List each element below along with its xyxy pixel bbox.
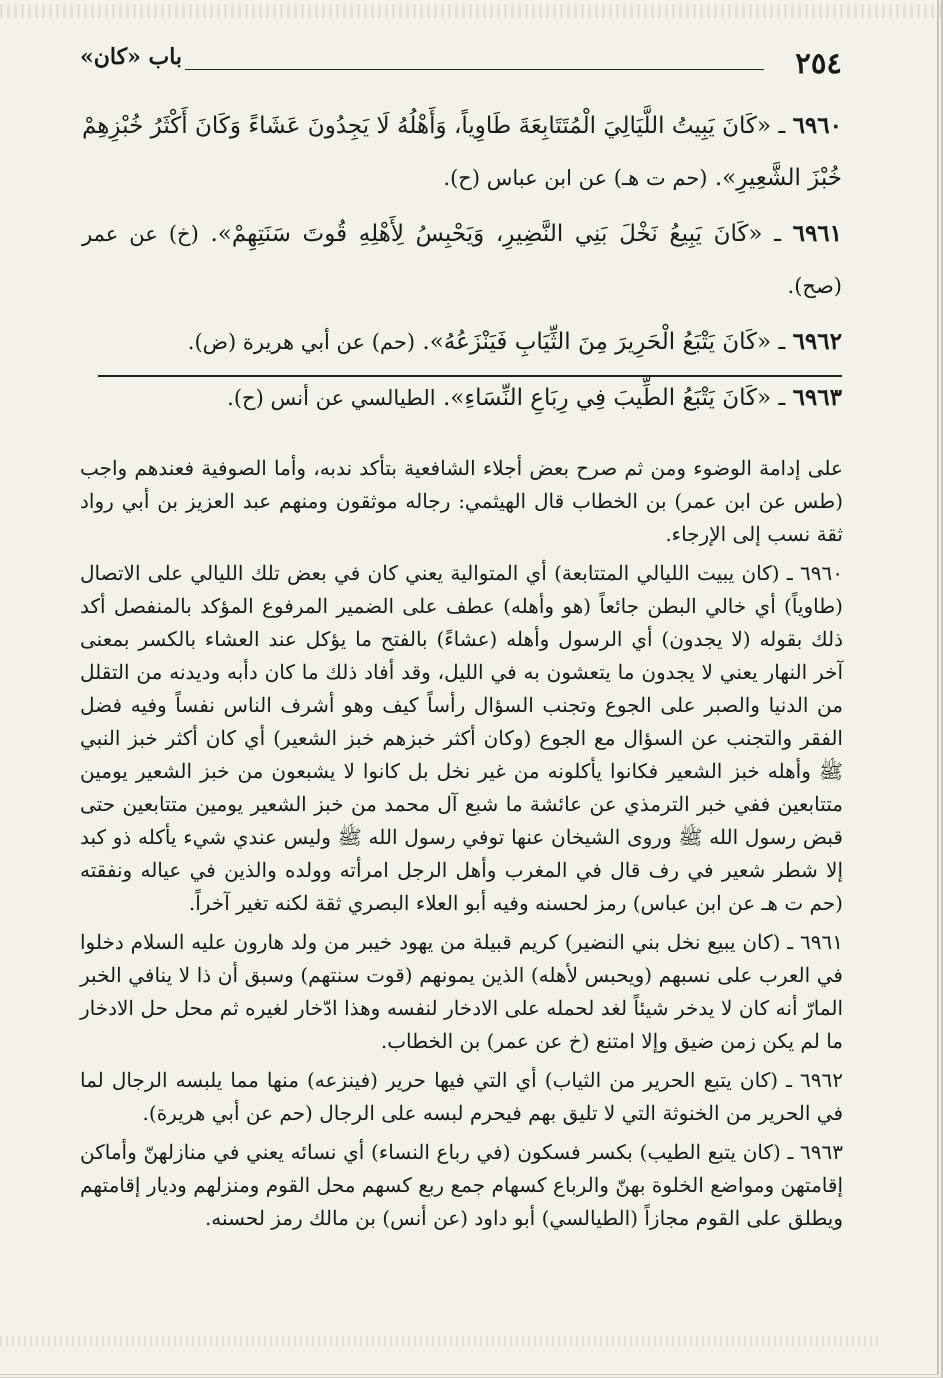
header-rule	[185, 69, 764, 70]
hadith-source: الطيالسي عن أنس (ح).	[227, 386, 436, 410]
commentary-paragraph: على إدامة الوضوء ومن ثم صرح بعض أجلاء الشافعية بتأكد ندبه، وأما الصوفية فعندهم واجب (طس عن ابن عمر) بن الخطاب قال الهيثمي: رجاله موثقون ومنهم عبد العزيز بن أبي رواد ثقة نسب إلى الإرجاء.	[80, 456, 843, 546]
commentary-paragraph: ٦٩٦٠ ـ (كان يبيت الليالي المتتابعة) أي المتوالية يعني كان في بعض تلك الليالي على الاتصال (طاوياً) أي خالي البطن جائعاً (هو وأهله) عطف على الضمير المرفوع المؤكد بالمنفصل أكد ذلك بقوله (لا يجدون) أي الرسول وأهله (عشاءً) بالفتح ما يؤكل عند العشاء بالكسر بمعنى آخر النهار يعني لا يجدون ما يتعشون به في الليل، وقد أفاد ذلك ما كان دأبه وديدنه من التقلل من الدنيا والصبر على الجوع وتجنب السؤال رأساً كيف وهو أشرف الناس نفساً وفيه فضل الفقر والتجنب عن السؤال مع الجوع (وكان أكثر خبزهم خبز الشعير) أي كان أكثر خبز النبي ﷺ وأهله خبز الشعير فكانوا يأكلونه من غير نخل بل كانوا لا يشبعون من خبز الشعير يومين متتابعين ففي خبر الترمذي عن عائشة ما شبع آل محمد من خبز الشعير يومين متتابعين حتى قبض رسول الله ﷺ وروى الشيخان عنها توفي رسول الله ﷺ وليس عندي شيء يأكله ذو كبد إلا شطر شعير في رف قال في المغرب وأهل الرجل امرأته وولده والذين في عياله ونفقته (حم ت هـ عن ابن عباس) رمز لحسنه وفيه أبو العلاء البصري ثقة لكنه تغير آخراً.	[80, 561, 843, 915]
hadith-number: ٦٩٦٠	[792, 112, 842, 139]
footnote-separator	[98, 375, 842, 377]
hadith-number: ٦٩٦١	[792, 220, 843, 247]
hadith-source: (خ) عن عمر (صح).	[82, 222, 842, 298]
running-title: باب «كان»	[80, 44, 183, 70]
hadith-6962: ٦٩٦٢ ـ «كَانَ يَتْبَعُ الْحَرِيرَ مِنَ الثِّيَابِ فَيَنْزَعُهُ». (حم) عن أبي هريرة (ض).	[187, 328, 842, 355]
commentary-paragraph: ٦٩٦٢ ـ (كان يتبع الحرير من الثياب) أي التي فيها حرير (فينزعه) منها مما يلبسه الرجال لما في الحرير من الخنوثة التي لا تليق بهم فيحرم لبسه على الرجال (حم عن أبي هريرة).	[80, 1068, 843, 1125]
page-number: ٢٥٤	[795, 46, 842, 80]
hadith-6960: ٦٩٦٠ ـ «كَانَ يَبِيتُ اللَّيَالِيَ الْمُتَتَابِعَةَ طَاوِياً، وَأَهْلُهُ لَا يَجِدُونَ عَشَاءً وَكَانَ أَكْثَرُ خُبْزِهِمْ خُبْزَ الشَّعِيرِ». (حم ت هـ) عن ابن عباس (ح).	[82, 112, 842, 191]
scan-edge-bottom	[0, 1336, 880, 1346]
hadith-number: ٦٩٦٣	[792, 384, 842, 411]
hadith-6963: ٦٩٦٣ ـ «كَانَ يَتْبَعُ الطِّيبَ فِي رِبَاعِ النِّسَاءِ». الطيالسي عن أنس (ح).	[227, 384, 842, 411]
hadith-number: ٦٩٦٢	[792, 328, 842, 355]
commentary-paragraph: ٦٩٦٣ ـ (كان يتبع الطيب) بكسر فسكون (في رباع النساء) أي نسائه يعني في منازلهنّ وأماكن إقامتهن ومواضع الخلوة بهنّ والرباع كسهام جمع ربع كسهم محل القوم ومنزلهم وديار إقامتهم ويطلق على القوم مجازاً (الطيالسي) أبو داود (عن أنس) بن مالك رمز لحسنه.	[80, 1140, 843, 1230]
hadith-text: «كَانَ يَبِيتُ اللَّيَالِيَ الْمُتَتَابِعَةَ طَاوِياً، وَأَهْلُهُ لَا يَجِدُونَ عَشَاءً وَكَانَ أَكْثَرُ خُبْزِهِمْ خُبْزَ الشَّعِيرِ».	[82, 113, 842, 191]
hadith-6961: ٦٩٦١ ـ «كَانَ يَبِيعُ نَخْلَ بَنِي النَّضِيرِ، وَيَحْبِسُ لِأَهْلِهِ قُوتَ سَنَتِهِمْ». (خ) عن عمر (صح).	[82, 220, 843, 298]
commentary-paragraph: ٦٩٦١ ـ (كان يبيع نخل بني النضير) كريم قبيلة من يهود خيبر من ولد هارون عليه السلام دخلوا في العرب على نسبهم (ويحبس لأهله) الذين يمونهم (قوت سنتهم) وسبق أن ذا لا ينافي الخبر المارّ أنه كان لا يدخر شيئاً لغد لحمله على الادخار لنفسه وهذا ادّخار لغيره ثم محل حل الادخار ما لم يكن زمن ضيق وإلا امتنع (خ عن عمر) بن الخطاب.	[80, 930, 843, 1053]
page-header	[80, 44, 842, 84]
hadith-text: «كَانَ يَتْبَعُ الطِّيبَ فِي رِبَاعِ النِّسَاءِ».	[442, 385, 772, 411]
hadith-text-section	[82, 100, 842, 428]
hadith-text: «كَانَ يَتْبَعُ الْحَرِيرَ مِنَ الثِّيَابِ فَيَنْزَعُهُ».	[422, 329, 772, 355]
hadith-source: (حم ت هـ) عن ابن عباس (ح).	[443, 166, 708, 190]
hadith-text: «كَانَ يَبِيعُ نَخْلَ بَنِي النَّضِيرِ، وَيَحْبِسُ لِأَهْلِهِ قُوتَ سَنَتِهِمْ».	[210, 221, 763, 247]
hadith-source: (حم) عن أبي هريرة (ض).	[187, 330, 416, 354]
commentary-section	[80, 452, 843, 1241]
scan-edge-top	[0, 4, 943, 18]
